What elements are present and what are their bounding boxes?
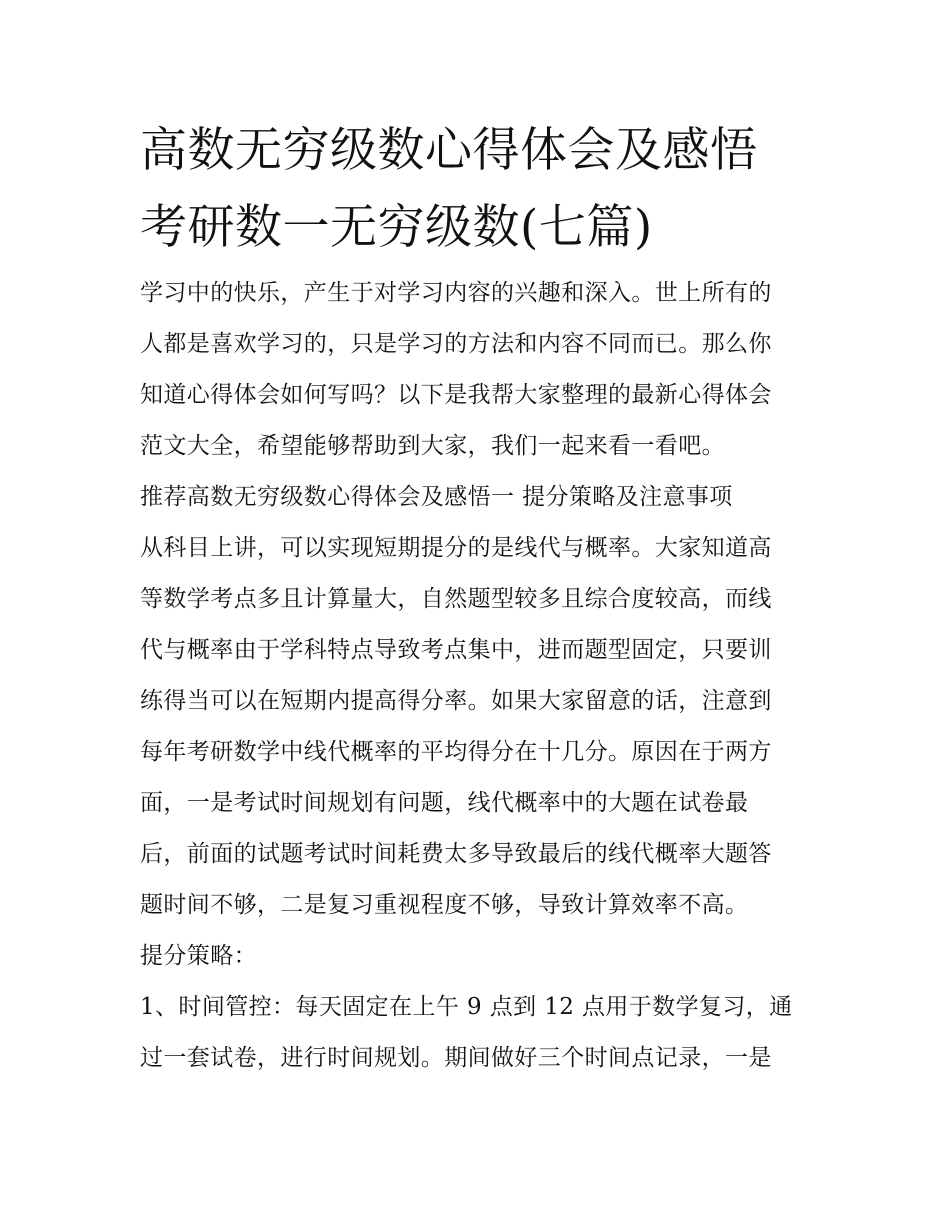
body-line-2: 人都是喜欢学习的，只是学习的方法和内容不同而已。那么你 <box>140 331 772 357</box>
document-body <box>140 268 820 1084</box>
body-line-9: 练得当可以在短期内提高得分率。如果大家留意的话，注意到 <box>140 688 772 714</box>
body-line-10: 每年考研数学中线代概率的平均得分在十几分。原因在于两方 <box>140 739 772 765</box>
body-line-4: 范文大全，希望能够帮助到大家，我们一起来看一看吧。 <box>140 433 725 459</box>
body-line-3: 知道心得体会如何写吗？以下是我帮大家整理的最新心得体会 <box>140 382 772 408</box>
title-line-1: 高数无穷级数心得体会及感悟 <box>140 123 758 178</box>
body-line-7: 等数学考点多且计算量大，自然题型较多且综合度较高，而线 <box>140 586 772 612</box>
body-line-11: 面，一是考试时间规划有问题，线代概率中的大题在试卷最 <box>140 790 749 816</box>
document-content <box>140 112 820 1084</box>
body-line-1: 学习中的快乐，产生于对学习内容的兴趣和深入。世上所有的 <box>140 280 772 306</box>
title-line-2: 考研数一无穷级数(七篇) <box>140 200 653 255</box>
section-heading-line: 推荐高数无穷级数心得体会及感悟一 提分策略及注意事项 <box>140 484 733 510</box>
strategy-heading-line: 提分策略： <box>140 943 257 969</box>
body-line-8: 代与概率由于学科特点导致考点集中，进而题型固定，只要训 <box>140 637 772 663</box>
body-line-16: 过一套试卷，进行时间规划。期间做好三个时间点记录，一是 <box>140 1045 772 1071</box>
body-line-12: 后，前面的试题考试时间耗费太多导致最后的线代概率大题答 <box>140 841 772 867</box>
body-line-6: 从科目上讲，可以实现短期提分的是线代与概率。大家知道高 <box>140 535 772 561</box>
body-line-15: 1、时间管控：每天固定在上午 9 点到 12 点用于数学复习，通 <box>140 994 793 1020</box>
document-title <box>140 112 820 266</box>
body-line-13: 题时间不够，二是复习重视程度不够，导致计算效率不高。 <box>140 892 749 918</box>
